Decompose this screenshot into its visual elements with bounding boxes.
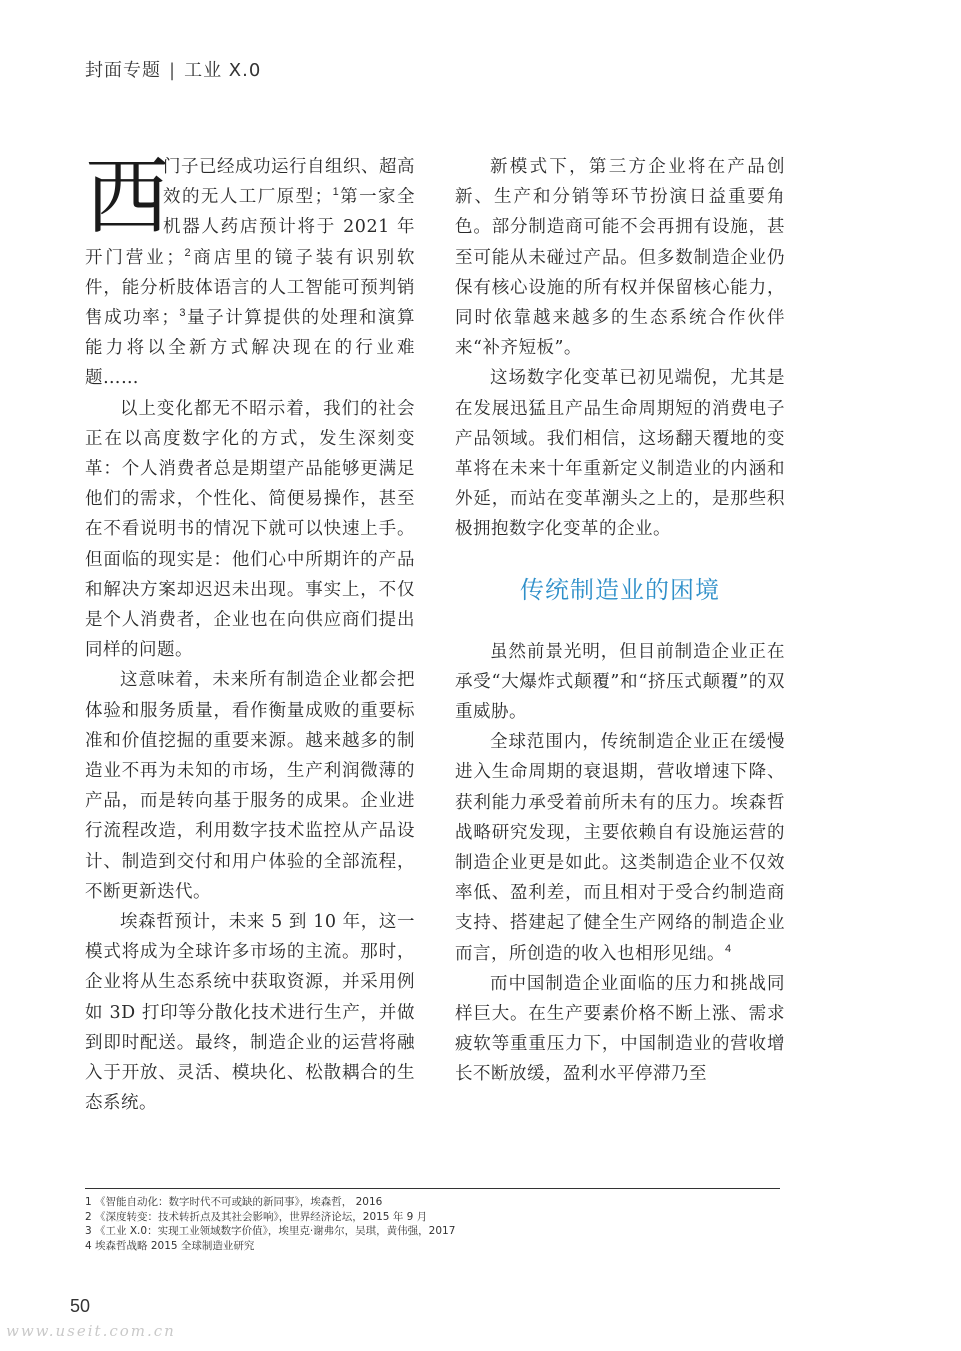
footnotes bbox=[85, 1188, 780, 1253]
footnote-2: 2 《深度转变：技术转折点及其社会影响》，世界经济论坛，2015 年 9 月 bbox=[85, 1210, 428, 1223]
left-column bbox=[85, 148, 416, 1119]
footnote-ref-4: 4 bbox=[725, 942, 732, 955]
left-paragraph-2: 以上变化都无不昭示着，我们的社会正在以高度数字化的方式，发生深刻变革：个人消费者总是期望产品能够更满足他们的需求，个性化、简便易操作，甚至在不看说明书的情况下就可以快速上手。但面临的现实是：他们心中所期许的产品和解决方案却迟迟未出现。事实上，不仅是个人消费者，企业也在向供应商们提出同样的问题。 bbox=[85, 398, 415, 661]
right-paragraph-1: 新模式下，第三方企业将在产品创新、生产和分销等环节扮演日益重要角色。部分制造商可能不会再拥有设施，甚至可能从未碰过产品。但多数制造企业仍保有核心设施的所有权并保留核心能力，同时依靠越来越多的生态系统合作伙伴来“补齐短板”。 bbox=[455, 157, 785, 359]
footnote-3: 3 《工业 X.0：实现工业领域数字价值》，埃里克·谢弗尔，吴琪，黄伟强，2017 bbox=[85, 1225, 456, 1237]
running-header bbox=[85, 56, 261, 82]
section-title: 传统制造业的困境 bbox=[520, 575, 720, 604]
footnote-1: 1 《智能自动化：数字时代不可或缺的新同事》，埃森哲， 2016 bbox=[85, 1196, 383, 1208]
right-paragraph-2: 这场数字化变革已初见端倪，尤其是在发展迅猛且产品生命周期短的消费电子产品领域。我们相信，这场翻天覆地的变革将在未来十年重新定义制造业的内涵和外延，而站在变革潮头之上的，是那些积极拥抱数字化变革的企业。 bbox=[455, 368, 785, 540]
right-column bbox=[455, 152, 785, 1090]
footnote-ref-1: 1 bbox=[332, 186, 340, 199]
right-paragraph-4: 全球范围内，传统制造企业正在缓慢进入生命周期的衰退期，营收增速下降、获利能力承受着前所未有的压力。埃森哲战略研究发现，主要依赖自有设施运营的制造企业更是如此。这类制造企业不仅效率低、盈利差，而且相对于受合约制造商支持、搭建起了健全生产网络的制造企业而言，所创造的收入也相形见绌。$^4$ bbox=[455, 732, 785, 964]
page-number: 50 bbox=[70, 1296, 91, 1316]
left-paragraph-3: 这意味着，未来所有制造企业都会把体验和服务质量，看作衡量成败的重要标准和价值挖掘的重要来源。越来越多的制造业不再为未知的市场，生产利润微薄的产品，而是转向基于服务的成果。企业进行流程改造，利用数字技术监控从产品设计、制造到交付和用户体验的全部流程，不断更新迭代。 bbox=[85, 670, 415, 902]
watermark: www.useit.com.cn bbox=[6, 1322, 176, 1340]
header-section: 封面专题 bbox=[85, 60, 161, 81]
header-topic: 工业 X.0 bbox=[184, 60, 262, 81]
footnote-ref-3: 3 bbox=[179, 307, 186, 320]
drop-cap: 西 bbox=[85, 148, 170, 246]
footnote-4: 4 埃森哲战略 2015 全球制造业研究 bbox=[85, 1239, 255, 1252]
left-paragraph-1: 西 门子已经成功运行自组织、超高效的无人工厂原型；$^1$第一家全机器人药店预计将于 2021 年开门营业；$^2$商店里的镜子装有识别软件，能分析肢体语言的人工智能可预判销售成功率；$^3$量子计算提供的处理和演算能力将以全新方式解决现在的行业难题…… bbox=[85, 148, 416, 389]
right-paragraph-3: 虽然前景光明，但目前制造企业正在承受“大爆炸式颠覆”和“挤压式颠覆”的双重威胁。 bbox=[455, 641, 785, 723]
footnote-ref-2: 2 bbox=[184, 246, 192, 259]
left-paragraph-4: 埃森哲预计，未来 5 到 10 年，这一模式将成为全球许多市场的主流。那时，企业将从生态系统中获取资源，并采用例如 3D 打印等分散化技术进行生产，并做到即时配送。最终，制造企业的运营将融入于开放、灵活、模块化、松散耦合的生态系统。 bbox=[85, 912, 415, 1114]
right-paragraph-5: 而中国制造企业面临的压力和挑战同样巨大。在生产要素价格不断上涨、需求疲软等重重压力下，中国制造业的营收增长不断放缓，盈利水平停滞乃至 bbox=[455, 973, 785, 1085]
header-separator: | bbox=[169, 60, 177, 81]
